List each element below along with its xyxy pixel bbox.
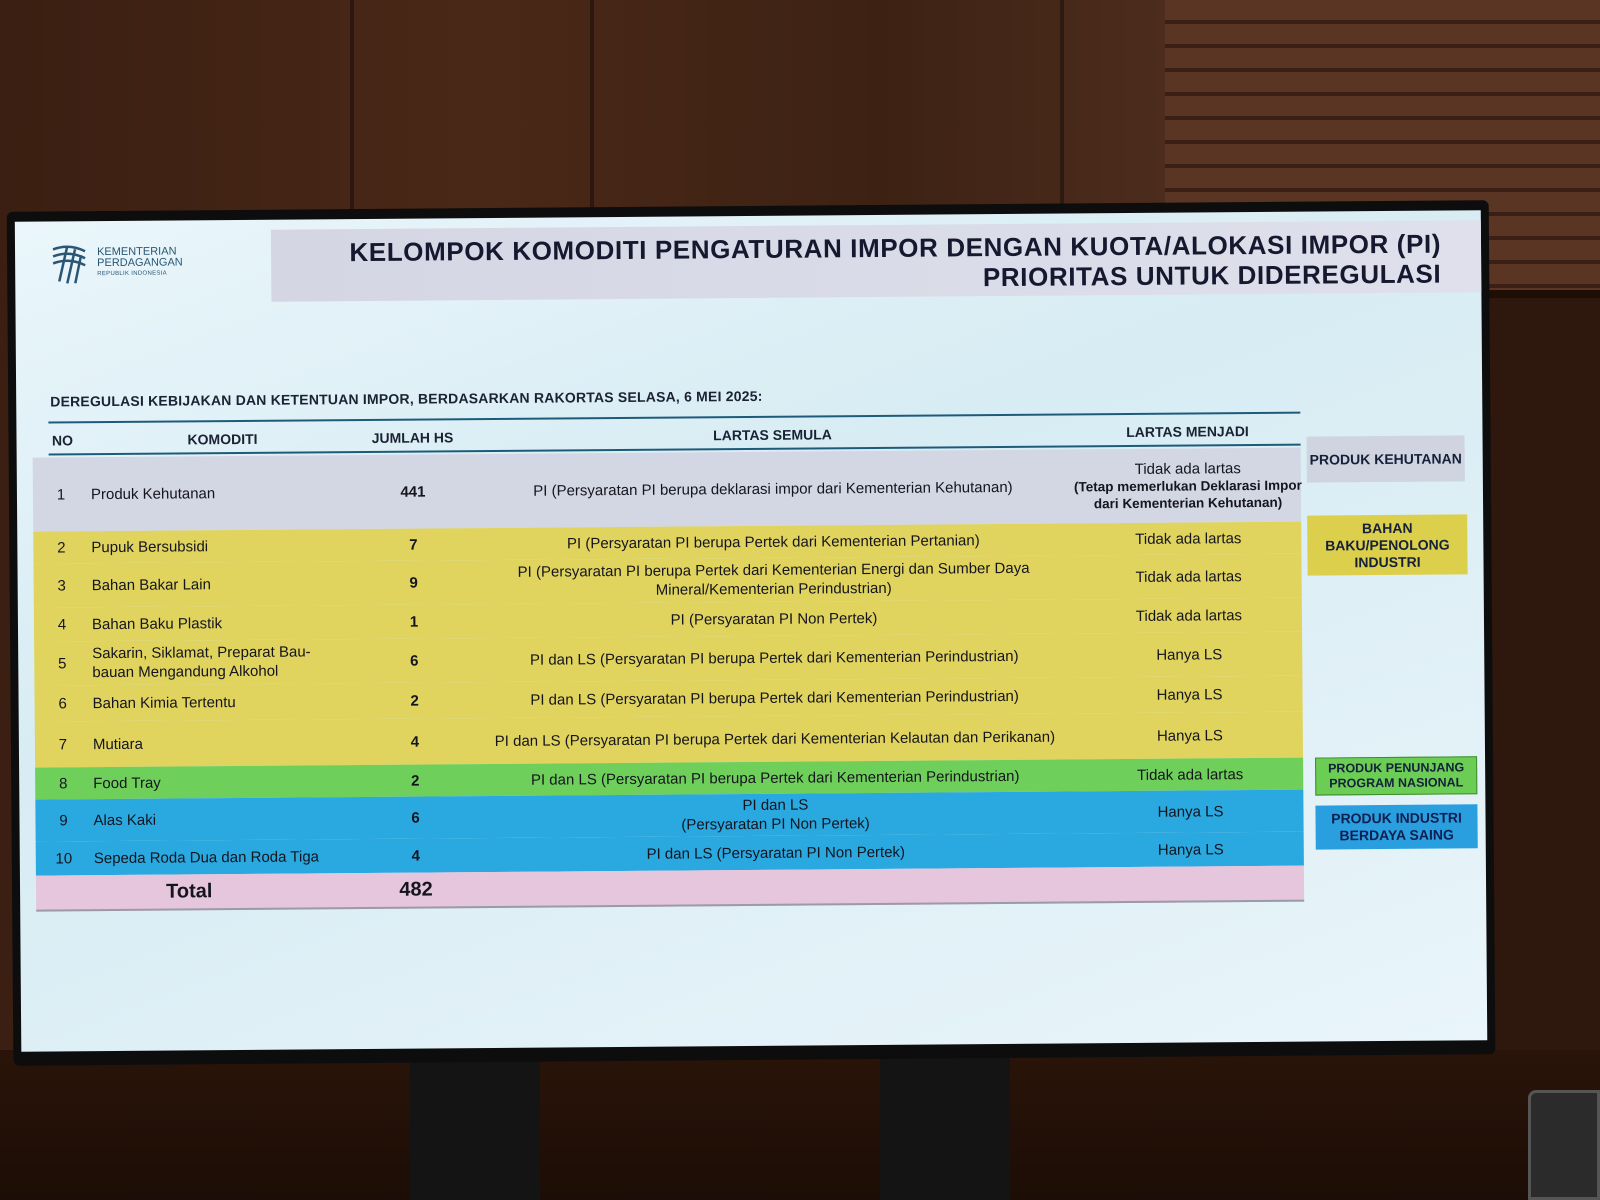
tv-monitor: [7, 200, 1496, 1066]
row-lartas-menjadi: Tidak ada lartas: [1135, 567, 1242, 586]
lartas-semula-line-1: PI dan LS: [742, 796, 809, 815]
category-bahan-baku: BAHAN BAKU/PENOLONG INDUSTRI: [1307, 514, 1467, 575]
row-no: 2: [57, 538, 66, 556]
row-jumlah-hs: 441: [400, 483, 426, 501]
tv-stand-leg: [410, 1040, 540, 1200]
row-lartas-semula: PI (Persyaratan PI berupa Pertek dari Kementerian Pertanian): [566, 531, 980, 552]
header-jumlah-hs: JUMLAH HS: [371, 429, 454, 446]
row-jumlah-hs: 6: [410, 652, 419, 670]
logo-line-1: KEMENTERIAN: [96, 245, 177, 259]
row-lartas-semula: PI dan LS (Persyaratan PI berupa Pertek dari Kementerian Perindustrian): [530, 687, 1019, 709]
row-no: 7: [58, 735, 68, 753]
row-komoditi: Sakarin, Siklamat, Preparat Bau-bauan Mengandung Alkohol: [92, 643, 311, 682]
lartas-menjadi-note: (Tetap memerlukan Deklarasi Impor dari Kementerian Kehutanan): [1073, 477, 1302, 511]
row-komoditi: Alas Kaki: [93, 811, 157, 829]
total-label: Total: [165, 879, 213, 903]
header-lartas-semula: LARTAS SEMULA: [713, 426, 832, 444]
row-komoditi: Bahan Kimia Tertentu: [92, 693, 236, 712]
row-komoditi: Bahan Baku Plastik: [91, 614, 223, 633]
ministry-logo-text: [97, 246, 183, 280]
row-lartas-semula: PI dan LS (Persyaratan PI berupa Pertek dari Kementerian Kelautan dan Perikanan): [494, 728, 1056, 750]
row-no: 3: [57, 576, 66, 594]
category-produk-penunjang: PRODUK PENUNJANG PROGRAM NASIONAL: [1315, 756, 1477, 795]
ministry-logo-icon: [49, 241, 89, 285]
row-no: 1: [56, 485, 66, 503]
lartas-menjadi-main: Tidak ada lartas: [1134, 459, 1241, 478]
category-produk-industri: PRODUK INDUSTRI BERDAYA SAING: [1315, 804, 1477, 849]
row-lartas-menjadi: Hanya LS: [1156, 645, 1223, 664]
row-komoditi: Sepeda Roda Dua dan Roda Tiga: [93, 847, 320, 867]
row-lartas-menjadi: Tidak ada lartas: [1137, 765, 1244, 784]
row-lartas-semula: PI (Persyaratan PI berupa deklarasi impor dari Kementerian Kehutanan): [533, 478, 1013, 500]
row-lartas-menjadi: Hanya LS: [1157, 840, 1224, 859]
row-jumlah-hs: 4: [410, 733, 420, 751]
lartas-semula-line-2: (Persyaratan PI Non Pertek): [681, 815, 870, 834]
row-komoditi: Produk Kehutanan: [90, 484, 216, 503]
header-komoditi: KOMODITI: [187, 430, 258, 448]
row-no: 9: [59, 811, 68, 829]
row-jumlah-hs: 2: [410, 692, 419, 710]
table-row: [33, 448, 1302, 532]
row-lartas-semula: PI dan LS (Persyaratan PI berupa Pertek dari Kementerian Perindustrian): [530, 767, 1020, 789]
row-no: 5: [58, 654, 67, 672]
row-lartas-menjadi: Hanya LS: [1156, 726, 1223, 745]
row-lartas-semula: PI (Persyaratan PI Non Pertek): [670, 609, 878, 629]
row-lartas-semula: PI (Persyaratan PI berupa Pertek dari Kementerian Energi dan Sumber Daya Mineral/Kementerian Perindustrian): [517, 559, 1030, 599]
row-komoditi: Food Tray: [93, 774, 161, 792]
commodity-table: [32, 412, 1302, 903]
total-value: 482: [399, 878, 433, 901]
row-jumlah-hs: 7: [409, 536, 418, 554]
row-lartas-semula: [475, 791, 1075, 838]
floor-shadow: [0, 1050, 1600, 1200]
row-jumlah-hs: 4: [411, 847, 421, 865]
row-lartas-menjadi: Tidak ada lartas: [1135, 606, 1243, 625]
row-lartas-menjadi: Hanya LS: [1157, 802, 1224, 821]
slide-title-line-1: KELOMPOK KOMODITI PENGATURAN IMPOR DENGAN KUOTA/ALOKASI IMPOR (PI): [349, 228, 1442, 268]
row-no: 8: [58, 774, 68, 792]
row-lartas-semula: PI dan LS (Persyaratan PI Non Pertek): [646, 843, 906, 863]
row-jumlah-hs: 6: [411, 809, 420, 827]
row-no: 4: [57, 615, 67, 633]
title-band: [271, 220, 1482, 302]
row-komoditi: Pupuk Bersubsidi: [91, 537, 209, 556]
slide-title-line-2: PRIORITAS UNTUK DIDEREGULASI: [982, 258, 1442, 293]
row-jumlah-hs: 2: [410, 772, 420, 790]
slide-subtitle: DEREGULASI KEBIJAKAN DAN KETENTUAN IMPOR, BERDASARKAN RAKORTAS SELASA, 6 MEI 2025:: [50, 387, 763, 410]
row-lartas-menjadi: [1073, 448, 1304, 524]
presentation-slide: [15, 210, 1487, 1051]
row-lartas-semula: PI dan LS (Persyaratan PI berupa Pertek dari Kementerian Perindustrian): [529, 647, 1019, 669]
row-jumlah-hs: 1: [409, 613, 419, 631]
tv-stand-leg: [880, 1040, 1010, 1200]
row-no: 6: [58, 694, 67, 712]
logo-line-3: REPUBLIK INDONESIA: [97, 270, 168, 278]
row-no: 10: [55, 849, 73, 867]
row-jumlah-hs: 9: [409, 574, 418, 592]
row-lartas-menjadi: Hanya LS: [1156, 685, 1223, 704]
logo-line-2: PERDAGANGAN: [97, 256, 183, 270]
row-komoditi: Bahan Bakar Lain: [91, 575, 211, 594]
corner-device: [1528, 1090, 1600, 1200]
row-lartas-menjadi: Tidak ada lartas: [1135, 529, 1242, 548]
row-komoditi: Mutiara: [92, 735, 144, 753]
ministry-logo: [49, 240, 209, 285]
header-no: NO: [51, 432, 74, 449]
category-produk-kehutanan: PRODUK KEHUTANAN: [1307, 435, 1465, 482]
header-lartas-menjadi: LARTAS MENJADI: [1126, 423, 1249, 441]
